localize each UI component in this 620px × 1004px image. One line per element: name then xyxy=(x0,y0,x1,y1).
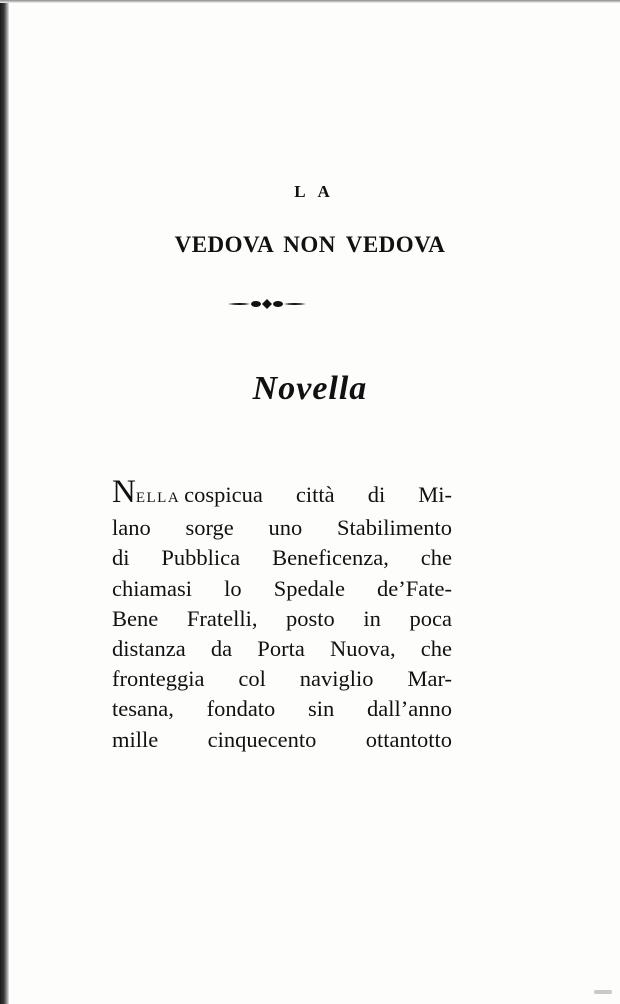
ornament-divider-icon xyxy=(226,296,308,312)
text-line: mille cinquecento ottantotto xyxy=(112,726,452,752)
drop-cap: N xyxy=(112,474,136,510)
text-line: chiamasi lo Spedale de’Fate- xyxy=(112,575,452,601)
body-paragraph xyxy=(112,474,452,755)
text-line: Bene Fratelli, posto in poca xyxy=(112,605,452,631)
first-line-text: cospicua città di Mi- xyxy=(184,482,452,507)
text-line: fronteggia col naviglio Mar- xyxy=(112,666,452,692)
page-subtitle: Novella xyxy=(252,370,368,407)
text-line: di Pubblica Beneficenza, che xyxy=(112,545,452,571)
title-kicker: LA xyxy=(294,182,342,201)
text-line: distanza da Porta Nuova, che xyxy=(112,636,452,662)
small-caps: ELLA xyxy=(135,490,181,506)
text-line-first xyxy=(112,474,452,513)
text-line: lano sorge uno Stabilimento xyxy=(112,515,452,541)
page-top-edge xyxy=(0,0,620,3)
page-title: VEDOVA NON VEDOVA xyxy=(174,232,446,257)
paper-speck xyxy=(594,990,612,994)
page-binding-edge xyxy=(0,0,9,1004)
text-line: tesana, fondato sin dall’anno xyxy=(112,696,452,722)
